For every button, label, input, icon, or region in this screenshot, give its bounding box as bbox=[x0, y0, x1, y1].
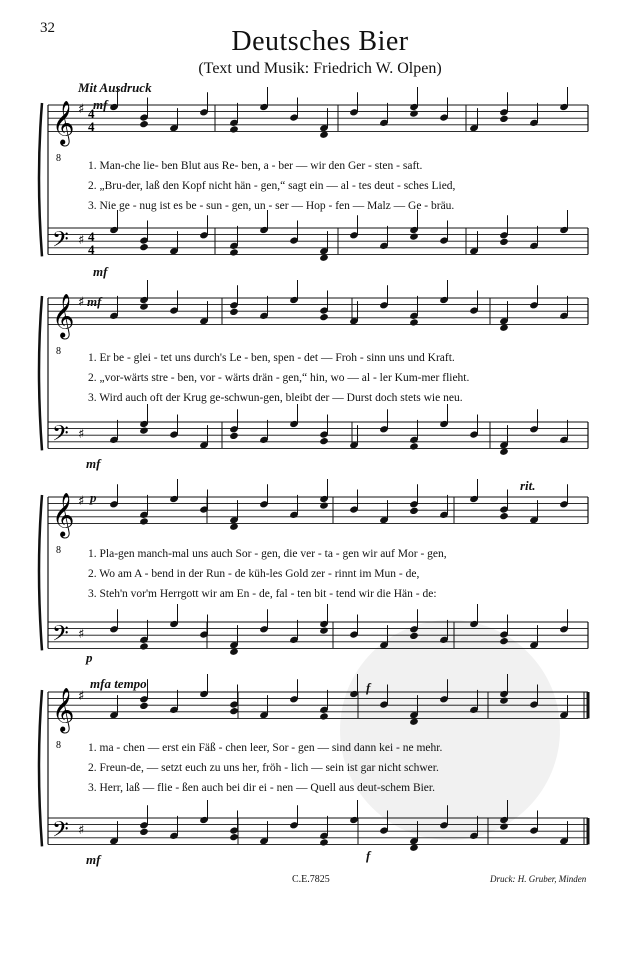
page-subtitle: (Text und Musik: Friedrich W. Olpen) bbox=[198, 60, 442, 77]
system-bracket bbox=[39, 495, 42, 650]
note-head bbox=[229, 833, 239, 841]
note-head bbox=[499, 696, 509, 704]
bass-clef: 𝄢 bbox=[52, 621, 69, 652]
note-head bbox=[499, 115, 509, 123]
note-head bbox=[139, 243, 149, 251]
lyric-s4-v1: 1. ma - chen — erst ein Fäß - chen leer, Sor - gen — sind dann kei - ne mehr. bbox=[88, 742, 443, 754]
key-signature-sharp: ♯ bbox=[78, 689, 85, 704]
note-head bbox=[139, 120, 149, 128]
note-head bbox=[499, 637, 509, 645]
lyric-s4-v2: 2. Freun-de, — setzt euch zu uns her, fröh - lich — sein ist gar nicht schwer. bbox=[88, 762, 439, 774]
printer-credit: Druck: H. Gruber, Minden bbox=[490, 874, 587, 884]
tempo-mit-ausdruck: Mit Ausdruck bbox=[78, 80, 152, 95]
key-signature-sharp: ♯ bbox=[78, 494, 85, 509]
time-signature-den: 4 bbox=[88, 242, 95, 257]
note-head bbox=[229, 308, 239, 316]
note-head bbox=[499, 512, 509, 520]
dynamic-mf-2: mf bbox=[87, 294, 102, 309]
lyric-s3-v3: 3. Steh'n vor'm Herrgott wir am En - de, fal - ten bit - tend wir die Hän - de: bbox=[88, 588, 437, 600]
note-head bbox=[139, 302, 149, 310]
note-head bbox=[319, 313, 329, 321]
note-head bbox=[409, 442, 419, 450]
lyric-s3-v1: 1. Pla-gen manch-mal uns auch Sor - gen, die ver - ta - gen wir auf Mor - gen, bbox=[88, 548, 447, 560]
lyric-s3-v2: 2. Wo am A - bend in der Run - de küh-les Gold zer - rinnt im Mun - de, bbox=[88, 568, 420, 580]
page-number: 32 bbox=[40, 20, 55, 36]
note-head bbox=[229, 432, 239, 440]
note-head bbox=[499, 822, 509, 830]
note-head bbox=[229, 707, 239, 715]
page-title: Deutsches Bier bbox=[231, 26, 409, 57]
note-head bbox=[139, 828, 149, 836]
system-bracket bbox=[39, 103, 42, 256]
octave-mark: 8 bbox=[56, 153, 61, 164]
dynamic-mf-1b: mf bbox=[93, 264, 108, 279]
treble-clef: 𝄞 bbox=[52, 293, 75, 338]
octave-mark: 8 bbox=[56, 740, 61, 751]
dynamic-f-4: f bbox=[366, 680, 371, 695]
tempo-rit: rit. bbox=[520, 478, 536, 493]
note-head bbox=[319, 501, 329, 509]
key-signature-sharp: ♯ bbox=[78, 823, 85, 838]
dynamic-mf-4b: mf bbox=[86, 852, 101, 867]
lyric-s2-v2: 2. „vor-wärts stre - ben, vor - wärts drän - gen,“ hin, wo — al - ler Kum-mer flieht. bbox=[88, 372, 470, 384]
dynamic-p-3: p bbox=[90, 490, 97, 505]
bass-clef: 𝄢 bbox=[52, 421, 69, 452]
time-signature-num: 4 bbox=[88, 106, 95, 121]
dynamic-p-3b: p bbox=[86, 650, 93, 665]
lyric-s1-v1: 1. Man-che lie- ben Blut aus Re- ben, a - ber — wir den Ger - sten - saft. bbox=[88, 160, 423, 172]
system-bracket bbox=[39, 690, 42, 846]
plate-number: C.E.7825 bbox=[292, 874, 330, 885]
treble-clef: 𝄞 bbox=[52, 492, 75, 537]
dynamic-mf-1: mf bbox=[93, 97, 108, 112]
time-signature-den: 4 bbox=[88, 119, 95, 134]
lyric-s1-v3: 3. Nie ge - nug ist es be - sun - gen, un - ser — Hop - fen — Malz — Ge - bräu. bbox=[88, 200, 455, 212]
lyric-s2-v1: 1. Er be - glei - tet uns durch's Le - ben, spen - det — Froh - sinn uns und Kraft. bbox=[88, 352, 455, 364]
key-signature-sharp: ♯ bbox=[78, 233, 85, 248]
bass-clef: 𝄢 bbox=[52, 227, 69, 258]
note-head bbox=[319, 626, 329, 634]
lyric-s1-v2: 2. „Bru-der, laß den Kopf nicht hän - gen,“ sagt ein — al - tes deut - sches Lied, bbox=[88, 180, 456, 192]
key-signature-sharp: ♯ bbox=[78, 295, 85, 310]
treble-clef: 𝄞 bbox=[52, 100, 75, 145]
note-head bbox=[139, 642, 149, 650]
note-head bbox=[409, 632, 419, 640]
dynamic-mf-2b: mf bbox=[86, 456, 101, 471]
dynamic-f-4b: f bbox=[366, 848, 371, 863]
tempo-a-tempo: mfa tempo bbox=[90, 676, 147, 691]
note-head bbox=[139, 517, 149, 525]
lyric-s4-v3: 3. Herr, laß — flie - ßen auch bei dir ei - nen — Quell aus deut-schem Bier. bbox=[88, 782, 435, 794]
key-signature-sharp: ♯ bbox=[78, 102, 85, 117]
note-head bbox=[499, 238, 509, 246]
note-head bbox=[229, 125, 239, 133]
note-head bbox=[409, 318, 419, 326]
note-head bbox=[319, 437, 329, 445]
treble-clef: 𝄞 bbox=[52, 687, 75, 732]
note-head bbox=[139, 426, 149, 434]
note-head bbox=[229, 248, 239, 256]
bass-clef: 𝄢 bbox=[52, 817, 69, 848]
key-signature-sharp: ♯ bbox=[78, 427, 85, 442]
octave-mark: 8 bbox=[56, 346, 61, 357]
system-bracket bbox=[39, 296, 42, 450]
note-head bbox=[319, 712, 329, 720]
note-head bbox=[409, 232, 419, 240]
lyric-s2-v3: 3. Wird auch oft der Krug ge-schwun-gen, bleibt der — Durst doch stets wie neu. bbox=[88, 392, 463, 404]
note-head bbox=[139, 702, 149, 710]
key-signature-sharp: ♯ bbox=[78, 627, 85, 642]
note-head bbox=[409, 507, 419, 515]
note-head bbox=[319, 838, 329, 846]
time-signature-num: 4 bbox=[88, 229, 95, 244]
note-head bbox=[409, 109, 419, 117]
octave-mark: 8 bbox=[56, 545, 61, 556]
